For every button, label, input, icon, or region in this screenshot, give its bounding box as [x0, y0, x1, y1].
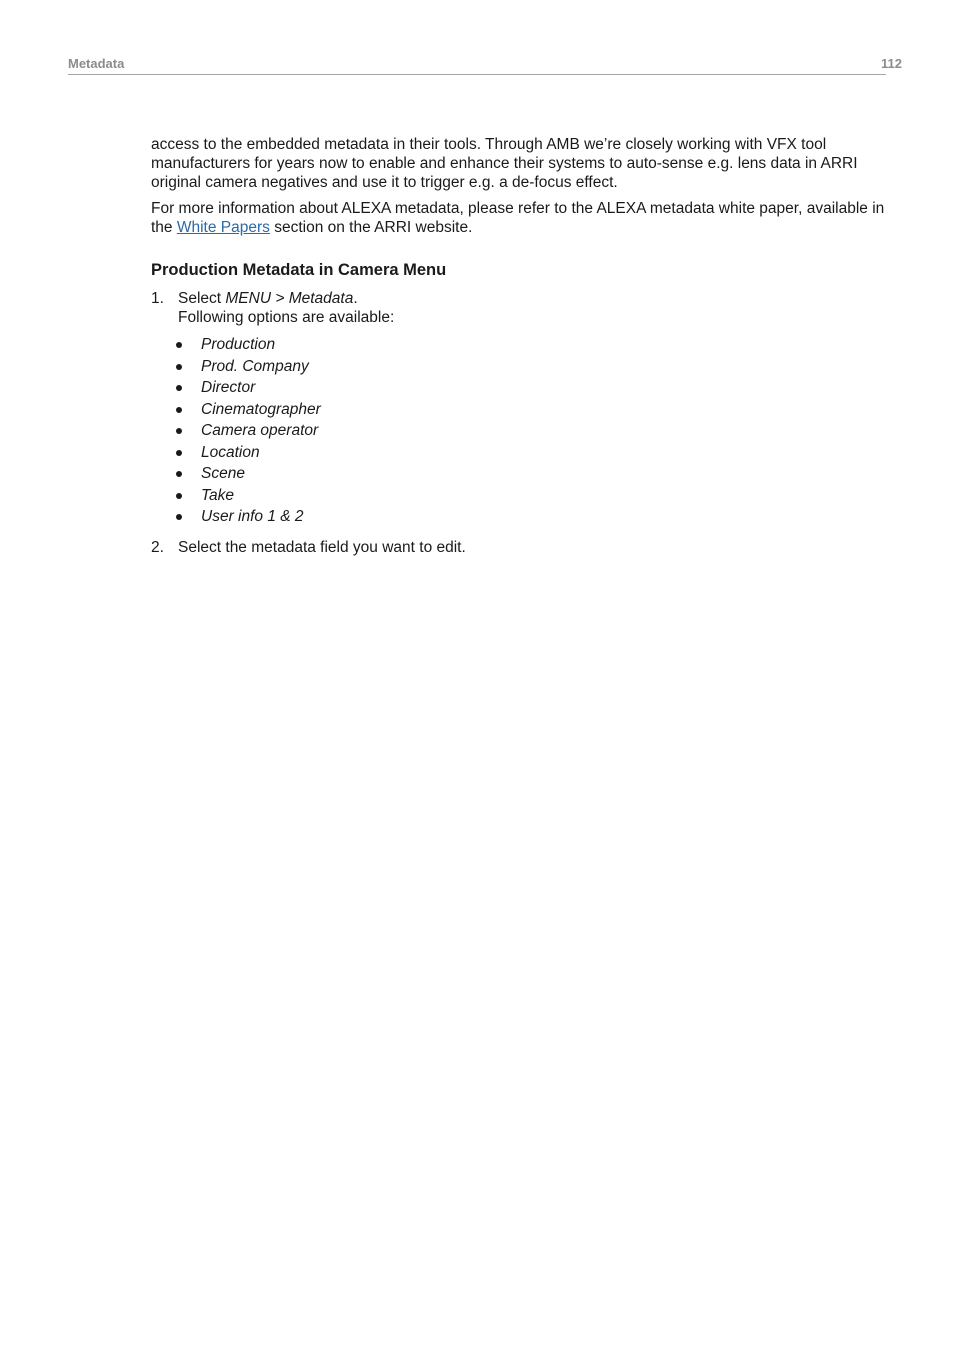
option-label: Location [201, 443, 260, 461]
bullet-icon [176, 493, 182, 499]
option-label: Scene [201, 465, 245, 482]
option-label: Take [201, 486, 235, 504]
page-content [151, 135, 891, 557]
step-1-instruction [178, 289, 891, 308]
step-1-suffix: . [353, 290, 358, 307]
bullet-icon [176, 450, 182, 456]
more-info-text: For more information about ALEXA metadata, please refer to the ALEXA metadata white paper, available in the [151, 200, 885, 236]
bullet-icon [176, 514, 182, 520]
bullet-icon [176, 342, 182, 348]
intro-paragraph: access to the embedded metadata in their tools. Through AMB we’re closely working with VFX tool manufacturers for years now to enable and enhance their systems to auto-sense e.g. lens data in ARRI original camera negatives and use it to trigger e.g. a de-focus effect. [151, 136, 858, 191]
more-info-paragraph [151, 199, 891, 237]
step-2-instruction: Select the metadata field you want to edit. [178, 538, 466, 556]
bullet-icon [176, 428, 182, 434]
running-header [68, 56, 902, 76]
list-item [178, 334, 891, 356]
metadata-options-list [178, 334, 891, 528]
bullet-icon [176, 385, 182, 391]
options-intro: Following options are available: [178, 309, 395, 326]
list-item [178, 399, 891, 421]
step-2 [151, 538, 891, 557]
step-1 [151, 289, 891, 528]
option-label: User info 1 & 2 [201, 508, 304, 525]
list-item [178, 506, 891, 528]
list-item [178, 442, 891, 464]
step-1-prefix: Select [178, 290, 226, 307]
bullet-icon [176, 471, 182, 477]
header-section-title: Metadata [68, 56, 125, 71]
list-item [178, 463, 891, 485]
menu-path: MENU > Metadata [225, 290, 354, 307]
white-papers-link[interactable]: White Papers [176, 219, 270, 236]
list-item [178, 377, 891, 399]
step-number: 1. [151, 290, 164, 307]
option-label: Director [201, 379, 256, 396]
option-label: Prod. Company [201, 357, 309, 375]
bullet-icon [176, 407, 182, 413]
section-heading: Production Metadata in Camera Menu [151, 261, 447, 279]
list-item [178, 356, 891, 378]
option-label: Camera operator [201, 422, 319, 439]
more-info-text-end: section on the ARRI website. [269, 219, 473, 236]
option-label: Production [201, 336, 276, 353]
list-item [178, 420, 891, 442]
list-item [178, 485, 891, 507]
step-number: 2. [151, 538, 164, 556]
header-divider [68, 74, 886, 75]
bullet-icon [176, 364, 182, 370]
page-number: 112 [881, 56, 902, 71]
option-label: Cinematographer [201, 400, 321, 418]
